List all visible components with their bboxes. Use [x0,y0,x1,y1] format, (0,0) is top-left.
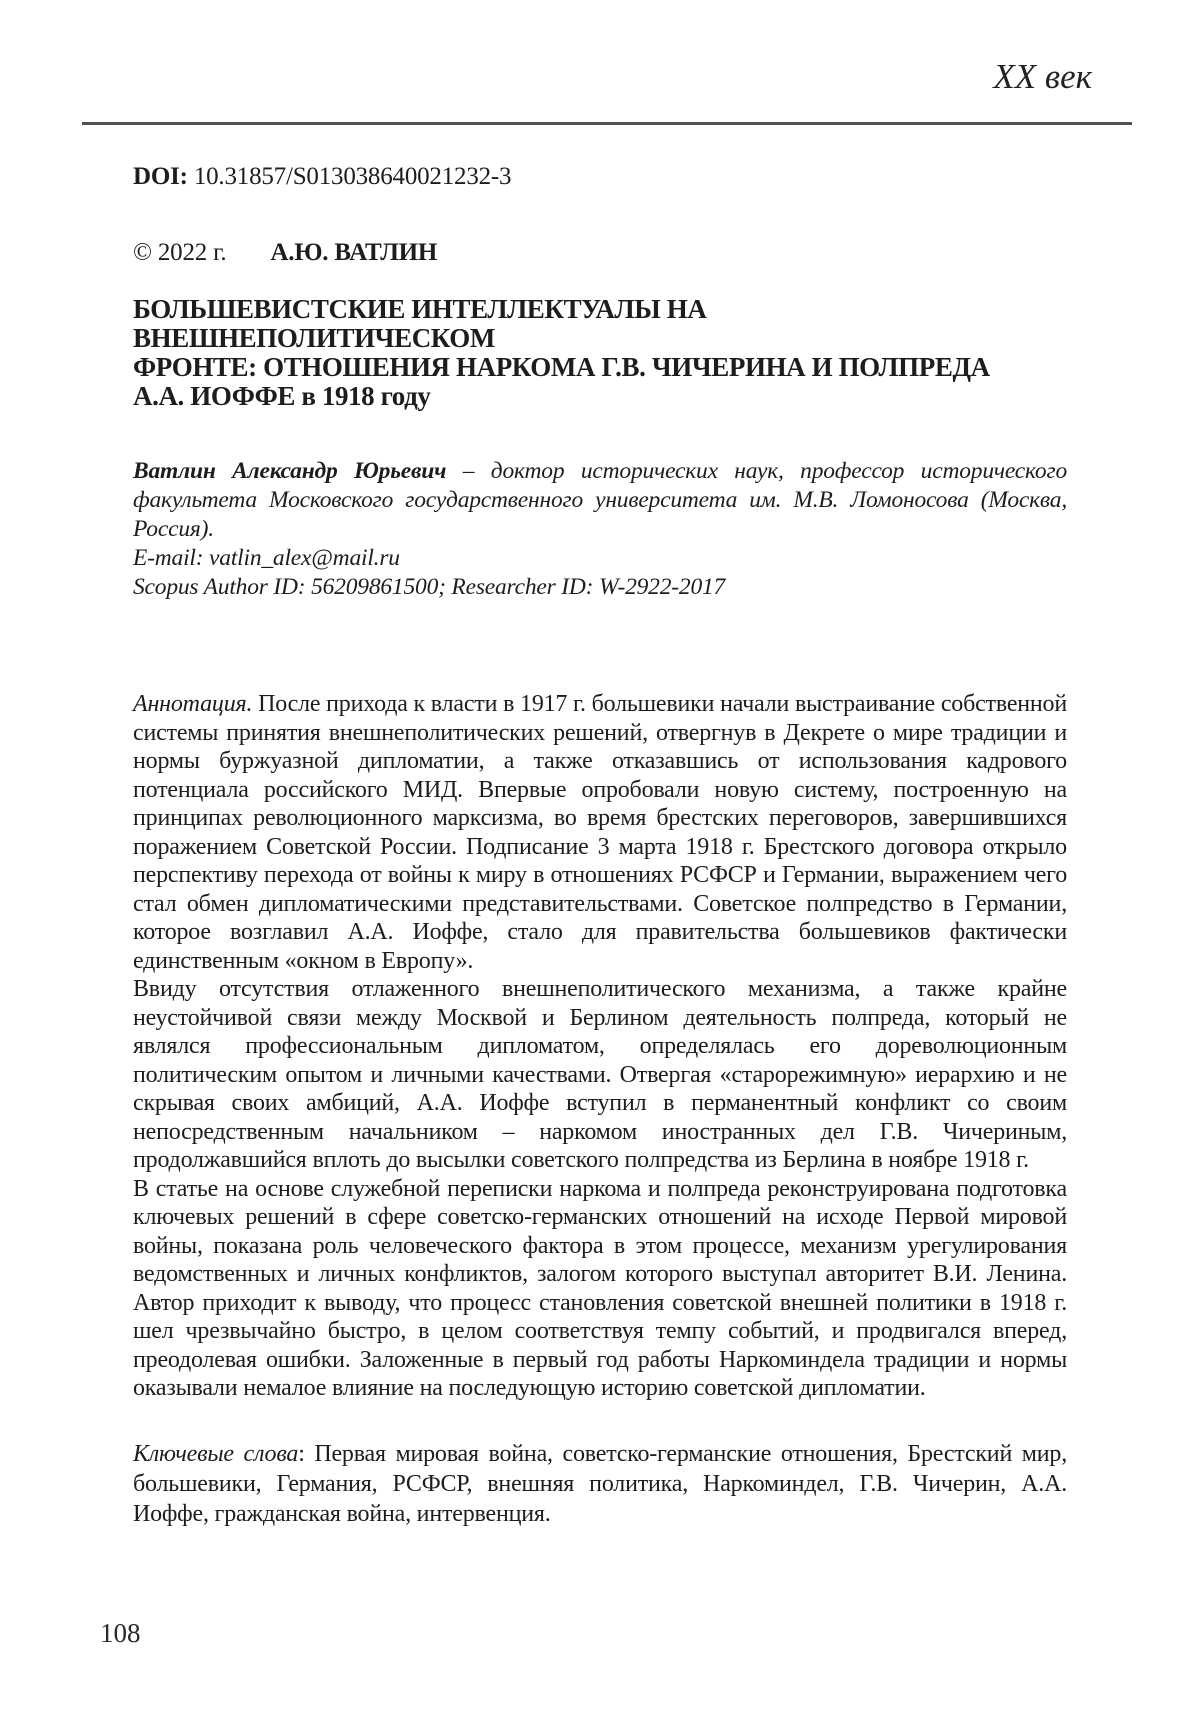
author-degrees: – доктор исторических наук, профессор исторического факультета Московского государственного университета им. М.В. Ломоносова (Москва, Россия). [133,458,1067,542]
keywords [133,1439,1067,1529]
abstract [133,690,1067,1403]
author-ids: Scopus Author ID: 56209861500; Researcher ID: W-2922-2017 [133,574,726,600]
article-title-line-2: ФРОНТЕ: ОТНОШЕНИЯ НАРКОМА Г.В. ЧИЧЕРИНА И ПОЛПРЕДА [133,352,990,382]
author-email: E-mail: vatlin_alex@mail.ru [133,545,400,571]
keywords-label: Ключевые слова [133,1440,299,1467]
author-full-name: Ватлин Александр Юрьевич [133,458,447,484]
author-short-name: А.Ю. ВАТЛИН [270,239,438,266]
abstract-paragraph-2: Ввиду отсутствия отлаженного внешнеполитического механизма, а также крайне неустойчивой связи между Москвой и Берлином деятельность полпреда, который не являлся профессиональным дипломатом, определялась его дореволюционным политическим опытом и личными качествами. Отвергая «старорежимную» иерархию и не скрывая своих амбиций, А.А. Иоффе вступил в перманентный конфликт со своим непосредственным начальником – наркомом иностранных дел Г.В. Чичериным, продолжавшийся вплоть до высылки советского полпредства из Берлина в ноябре 1918 г. [133,976,1067,1173]
header-rule [82,122,1132,125]
section-label: XX век [993,57,1092,96]
page-number: 108 [100,1618,141,1648]
masthead [0,0,1200,98]
article-title [133,295,1067,411]
abstract-paragraph-1-text: После прихода к власти в 1917 г. большевики начали выстраивание собственной системы принятия внешнеполитических решений, отвергнув в Декрете о мире традиции и нормы буржуазной дипломатии, а также отказавшись от использования кадрового потенциала российского МИД. Впервые опробовали новую систему, построенную на принципах революционного марксизма, во время брестских переговоров, завершившихся поражением Советской России. Подписание 3 марта 1918 г. Брестского договора открыло перспективу перехода от войны к миру в отношениях РСФСР и Германии, выражением чего стал обмен дипломатическими представительствами. Советское полпредство в Германии, которое возглавил А.А. Иоффе, стало для правительства большевиков фактически единственным «окном в Европу». [133,691,1067,974]
article-title-line-3: А.А. ИОФФЕ в 1918 году [133,381,431,411]
abstract-label: Аннотация. [133,691,253,717]
author-affiliation [133,457,1067,544]
keywords-list: : Первая мировая война, советско-германские отношения, Брестский мир, большевики, Германия, РСФСР, внешняя политика, Наркоминдел, Г.В. Чичерин, А.А. Иоффе, гражданская война, интервенция. [133,1440,1067,1527]
abstract-paragraph-1 [133,690,1067,975]
article-title-line-1: БОЛЬШЕВИСТСКИЕ ИНТЕЛЛЕКТУАЛЫ НА ВНЕШНЕПОЛИТИЧЕСКОМ [133,294,707,353]
abstract-paragraph-3: В статье на основе служебной переписки наркома и полпреда реконструирована подготовка ключевых решений в сфере советско-германских отношений на исходе Первой мировой войны, показана роль человеческого фактора в этом процессе, механизм урегулирования ведомственных и личных конфликтов, залогом которого выступал авторитет В.И. Ленина. Автор приходит к выводу, что процесс становления советской внешней политики в 1918 г. шел чрезвычайно быстро, в целом соответствуя темпу событий, и продвигался вперед, преодолевая ошибки. Заложенные в первый год работы Наркоминдела традиции и нормы оказывали немалое влияние на последующую историю советской дипломатии. [133,1175,1067,1401]
article-content [133,163,1067,1529]
doi-line [133,163,1067,191]
doi-label: DOI: [133,163,188,190]
copyright-year: © 2022 г. [133,239,227,266]
byline [133,239,1067,267]
author-info [133,457,1067,602]
doi-value: 10.31857/S013038640021232-3 [193,163,512,190]
